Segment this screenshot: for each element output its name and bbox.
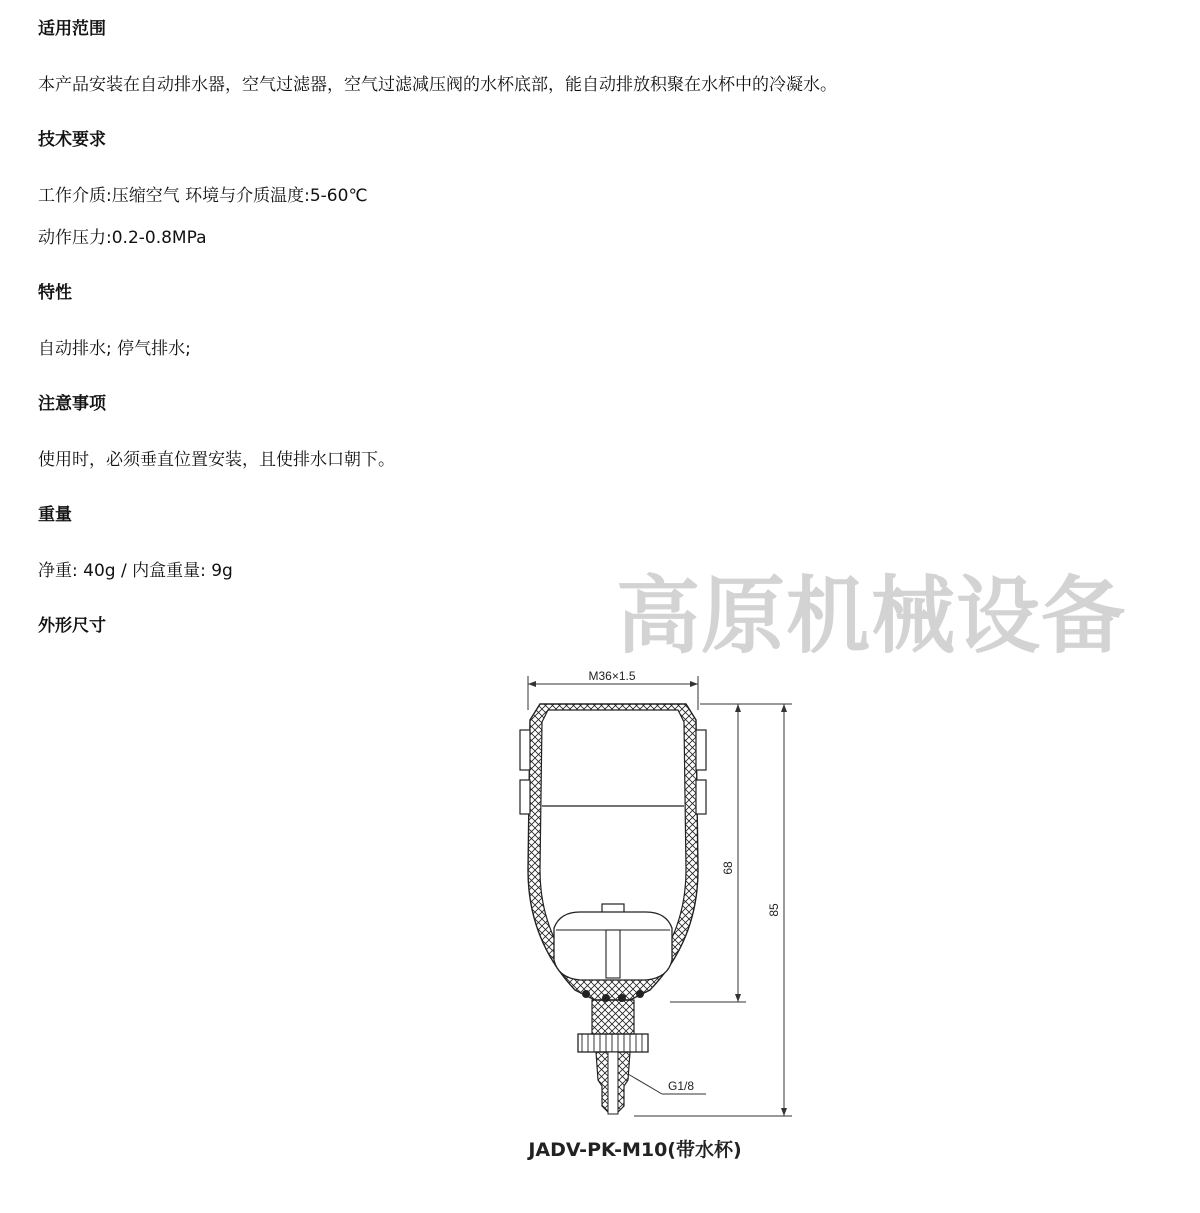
- inner-height-label: 68: [721, 861, 735, 875]
- section-heading-features: 特性: [38, 283, 72, 303]
- section-heading-tech-requirements: 技术要求: [38, 130, 106, 150]
- weight-text: 净重: 40g / 内盒重量: 9g: [38, 561, 233, 581]
- section-heading-dimensions: 外形尺寸: [38, 616, 106, 636]
- scope-text: 本产品安装在自动排水器，空气过滤器，空气过滤减压阀的水杯底部，能自动排放积聚在水杯中的冷凝水。: [38, 75, 837, 95]
- thread-label: M36×1.5: [588, 669, 636, 683]
- notes-text: 使用时，必须垂直位置安装，且使排水口朝下。: [38, 450, 395, 470]
- drain-port: [596, 1052, 630, 1114]
- watermark-text: 高原机械设备: [616, 567, 1127, 665]
- features-text: 自动排水; 停气排水;: [38, 339, 191, 359]
- section-heading-scope: 适用范围: [38, 19, 106, 39]
- tech-pressure-text: 动作压力:0.2-0.8MPa: [38, 228, 207, 248]
- port-callout: [628, 1074, 706, 1094]
- drawing-caption: JADV-PK-M10(带水杯): [528, 1139, 742, 1161]
- port-label: G1/8: [668, 1079, 695, 1093]
- drain-valve-drawing: [500, 660, 800, 1130]
- tech-medium-temp-text: 工作介质:压缩空气 环境与介质温度:5-60℃: [38, 186, 368, 206]
- section-heading-notes: 注意事项: [38, 394, 106, 414]
- total-height-label: 85: [767, 903, 781, 917]
- drain-nut: [578, 1000, 648, 1052]
- section-heading-weight: 重量: [38, 505, 72, 525]
